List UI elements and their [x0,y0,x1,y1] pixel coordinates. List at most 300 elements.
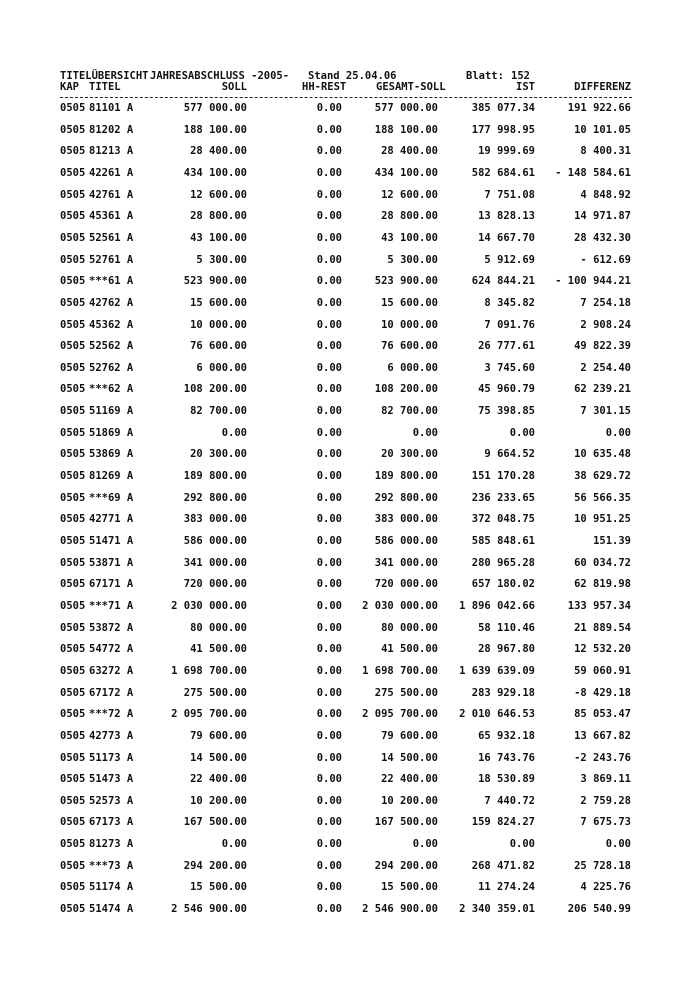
soll-cell: 434 100.00 [183,166,247,179]
ist-cell: 9 664.52 [484,448,535,461]
report-subtitle: JAHRESABSCHLUSS -2005- [150,70,290,82]
hh-rest-cell: 0.00 [316,470,342,483]
soll-cell: 0.00 [221,838,247,851]
kap-cell: 0505 [60,903,86,916]
kap-cell: 0505 [60,578,86,591]
titel-cell: 67172 A [89,686,134,699]
kap-cell: 0505 [60,318,86,331]
kap-cell: 0505 [60,405,86,418]
kap-cell: 0505 [60,708,86,721]
ist-cell: 28 967.80 [478,643,535,656]
titel-cell: 81273 A [89,838,134,851]
ist-cell: 58 110.46 [478,621,535,634]
kap-cell: 0505 [60,340,86,353]
titel-cell: 81202 A [89,123,134,136]
soll-cell: 275 500.00 [183,686,247,699]
differenz-cell: -8 429.18 [574,686,631,699]
gesamt-soll-cell: 10 200.00 [381,794,438,807]
soll-cell: 15 600.00 [190,296,247,309]
hh-rest-cell: 0.00 [316,535,342,547]
soll-cell: 5 300.00 [196,253,247,266]
differenz-cell: - 100 944.21 [555,275,631,288]
differenz-cell: 0.00 [605,838,631,851]
soll-cell: 10 000.00 [190,318,247,331]
gesamt-soll-cell: 1 698 700.00 [362,664,438,677]
table-row [0,144,700,158]
titel-cell: 52562 A [89,340,134,353]
kap-cell: 0505 [60,426,86,439]
differenz-cell: 12 532.20 [574,643,631,656]
ist-cell: 582 684.61 [471,166,535,179]
table-row [0,469,700,483]
hh-rest-cell: 0.00 [316,405,342,418]
soll-cell: 341 000.00 [183,556,247,569]
hh-rest-cell: 0.00 [316,556,342,569]
titel-cell: 63272 A [89,664,134,677]
gesamt-soll-cell: 10 000.00 [381,318,438,331]
table-row [0,859,700,873]
differenz-cell: 14 971.87 [574,210,631,223]
table-row [0,512,700,526]
gesamt-soll-cell: 294 200.00 [374,859,438,872]
soll-cell: 586 000.00 [183,535,247,547]
differenz-cell: 62 239.21 [574,383,631,396]
soll-cell: 12 600.00 [190,188,247,201]
hh-rest-cell: 0.00 [316,708,342,721]
ist-cell: 7 091.76 [484,318,535,331]
ist-cell: 3 745.60 [484,361,535,374]
soll-cell: 0.00 [221,426,247,439]
gesamt-soll-cell: 20 300.00 [381,448,438,461]
soll-cell: 720 000.00 [183,578,247,591]
kap-cell: 0505 [60,881,86,894]
differenz-cell: 28 432.30 [574,231,631,244]
table-row [0,556,700,570]
differenz-cell: - 612.69 [580,253,631,266]
titel-cell: ***61 A [89,275,134,288]
kap-cell: 0505 [60,448,86,461]
titel-cell: 51473 A [89,773,134,786]
differenz-cell: 191 922.66 [567,102,631,114]
hh-rest-cell: 0.00 [316,491,342,504]
titel-cell: ***72 A [89,708,134,721]
gesamt-soll-cell: 5 300.00 [387,253,438,266]
col-header-ist: IST [516,81,535,93]
hh-rest-cell: 0.00 [316,253,342,266]
gesamt-soll-cell: 2 095 700.00 [362,708,438,721]
differenz-cell: 4 225.76 [580,881,631,894]
kap-cell: 0505 [60,838,86,851]
kap-cell: 0505 [60,188,86,201]
kap-cell: 0505 [60,621,86,634]
soll-cell: 20 300.00 [190,448,247,461]
soll-cell: 2 030 000.00 [171,599,247,612]
differenz-cell: 133 957.34 [567,599,631,612]
soll-cell: 294 200.00 [183,859,247,872]
titel-cell: 51173 A [89,751,134,764]
hh-rest-cell: 0.00 [316,643,342,656]
ist-cell: 5 912.69 [484,253,535,266]
col-header-titel: TITEL [89,81,121,93]
gesamt-soll-cell: 76 600.00 [381,340,438,353]
titel-cell: 51169 A [89,405,134,418]
soll-cell: 108 200.00 [183,383,247,396]
ist-cell: 177 998.95 [471,123,535,136]
table-row [0,837,700,851]
ist-cell: 45 960.79 [478,383,535,396]
ist-cell: 8 345.82 [484,296,535,309]
hh-rest-cell: 0.00 [316,123,342,136]
table-row [0,729,700,743]
table-row [0,491,700,505]
kap-cell: 0505 [60,729,86,742]
stand-date: Stand 25.04.06 [308,70,397,82]
differenz-cell: 7 301.15 [580,405,631,418]
differenz-cell: 8 400.31 [580,145,631,158]
table-row [0,382,700,396]
hh-rest-cell: 0.00 [316,729,342,742]
soll-cell: 43 100.00 [190,231,247,244]
table-row [0,123,700,137]
differenz-cell: 10 101.05 [574,123,631,136]
titel-cell: 45361 A [89,210,134,223]
differenz-cell: 49 822.39 [574,340,631,353]
kap-cell: 0505 [60,643,86,656]
differenz-cell: 85 053.47 [574,708,631,721]
ist-cell: 2 010 646.53 [459,708,535,721]
differenz-cell: 3 869.11 [580,773,631,786]
differenz-cell: - 148 584.61 [555,166,631,179]
ist-cell: 268 471.82 [471,859,535,872]
table-row [0,296,700,310]
titel-cell: 52573 A [89,794,134,807]
titel-cell: 53869 A [89,448,134,461]
hh-rest-cell: 0.00 [316,816,342,829]
ist-cell: 7 751.08 [484,188,535,201]
soll-cell: 10 200.00 [190,794,247,807]
ist-cell: 75 398.85 [478,405,535,418]
col-header-gesamt-soll: GESAMT-SOLL [376,81,446,93]
differenz-cell: 38 629.72 [574,470,631,483]
differenz-cell: 10 951.25 [574,513,631,526]
kap-cell: 0505 [60,751,86,764]
col-header-kap: KAP [60,81,79,93]
titel-cell: 53871 A [89,556,134,569]
differenz-cell: 2 908.24 [580,318,631,331]
soll-cell: 22 400.00 [190,773,247,786]
soll-cell: 6 000.00 [196,361,247,374]
soll-cell: 2 095 700.00 [171,708,247,721]
table-row [0,188,700,202]
kap-cell: 0505 [60,296,86,309]
gesamt-soll-cell: 341 000.00 [374,556,438,569]
ist-cell: 0.00 [509,426,535,439]
hh-rest-cell: 0.00 [316,513,342,526]
differenz-cell: 206 540.99 [567,903,631,916]
gesamt-soll-cell: 2 030 000.00 [362,599,438,612]
differenz-cell: 25 728.18 [574,859,631,872]
table-row [0,686,700,700]
gesamt-soll-cell: 434 100.00 [374,166,438,179]
soll-cell: 82 700.00 [190,405,247,418]
hh-rest-cell: 0.00 [316,773,342,786]
gesamt-soll-cell: 383 000.00 [374,513,438,526]
titel-cell: ***69 A [89,491,134,504]
table-row [0,577,700,591]
differenz-cell: 4 848.92 [580,188,631,201]
titel-cell: ***73 A [89,859,134,872]
kap-cell: 0505 [60,470,86,483]
differenz-cell: 13 667.82 [574,729,631,742]
soll-cell: 188 100.00 [183,123,247,136]
gesamt-soll-cell: 80 000.00 [381,621,438,634]
titel-cell: 51869 A [89,426,134,439]
hh-rest-cell: 0.00 [316,340,342,353]
hh-rest-cell: 0.00 [316,426,342,439]
differenz-cell: 21 889.54 [574,621,631,634]
gesamt-soll-cell: 577 000.00 [374,102,438,114]
kap-cell: 0505 [60,383,86,396]
ist-cell: 0.00 [509,838,535,851]
differenz-cell: 10 635.48 [574,448,631,461]
kap-cell: 0505 [60,166,86,179]
gesamt-soll-cell: 523 900.00 [374,275,438,288]
hh-rest-cell: 0.00 [316,621,342,634]
soll-cell: 76 600.00 [190,340,247,353]
titel-cell: 42261 A [89,166,134,179]
differenz-cell: 7 675.73 [580,816,631,829]
soll-cell: 167 500.00 [183,816,247,829]
titel-cell: 81269 A [89,470,134,483]
gesamt-soll-cell: 15 600.00 [381,296,438,309]
ist-cell: 1 896 042.66 [459,599,535,612]
ist-cell: 236 233.65 [471,491,535,504]
ist-cell: 657 180.02 [471,578,535,591]
table-row [0,534,700,548]
soll-cell: 292 800.00 [183,491,247,504]
table-row [0,209,700,223]
titel-cell: 67173 A [89,816,134,829]
ist-cell: 7 440.72 [484,794,535,807]
ist-cell: 11 274.24 [478,881,535,894]
kap-cell: 0505 [60,535,86,547]
ist-cell: 283 929.18 [471,686,535,699]
gesamt-soll-cell: 82 700.00 [381,405,438,418]
col-header-soll: SOLL [221,81,247,93]
soll-cell: 383 000.00 [183,513,247,526]
hh-rest-cell: 0.00 [316,383,342,396]
table-row [0,318,700,332]
gesamt-soll-cell: 14 500.00 [381,751,438,764]
titel-cell: 42771 A [89,513,134,526]
table-row [0,621,700,635]
hh-rest-cell: 0.00 [316,448,342,461]
gesamt-soll-cell: 22 400.00 [381,773,438,786]
hh-rest-cell: 0.00 [316,686,342,699]
table-row [0,880,700,894]
ist-cell: 26 777.61 [478,340,535,353]
soll-cell: 577 000.00 [183,102,247,114]
table-row [0,166,700,180]
kap-cell: 0505 [60,513,86,526]
ist-cell: 159 824.27 [471,816,535,829]
kap-cell: 0505 [60,231,86,244]
ist-cell: 151 170.28 [471,470,535,483]
soll-cell: 523 900.00 [183,275,247,288]
titel-cell: 52762 A [89,361,134,374]
hh-rest-cell: 0.00 [316,102,342,114]
table-row [0,902,700,916]
hh-rest-cell: 0.00 [316,296,342,309]
soll-cell: 1 698 700.00 [171,664,247,677]
ist-cell: 14 667.70 [478,231,535,244]
table-row [0,253,700,267]
gesamt-soll-cell: 0.00 [412,426,438,439]
kap-cell: 0505 [60,102,86,114]
gesamt-soll-cell: 292 800.00 [374,491,438,504]
titel-cell: 67171 A [89,578,134,591]
hh-rest-cell: 0.00 [316,664,342,677]
differenz-cell: 2 759.28 [580,794,631,807]
table-row [0,101,700,115]
soll-cell: 41 500.00 [190,643,247,656]
kap-cell: 0505 [60,773,86,786]
gesamt-soll-cell: 6 000.00 [387,361,438,374]
soll-cell: 28 800.00 [190,210,247,223]
header-divider [60,97,632,98]
gesamt-soll-cell: 2 546 900.00 [362,903,438,916]
kap-cell: 0505 [60,253,86,266]
ist-cell: 65 932.18 [478,729,535,742]
gesamt-soll-cell: 41 500.00 [381,643,438,656]
hh-rest-cell: 0.00 [316,145,342,158]
hh-rest-cell: 0.00 [316,751,342,764]
kap-cell: 0505 [60,686,86,699]
hh-rest-cell: 0.00 [316,903,342,916]
gesamt-soll-cell: 720 000.00 [374,578,438,591]
hh-rest-cell: 0.00 [316,361,342,374]
table-row [0,447,700,461]
gesamt-soll-cell: 275 500.00 [374,686,438,699]
hh-rest-cell: 0.00 [316,838,342,851]
gesamt-soll-cell: 28 400.00 [381,145,438,158]
kap-cell: 0505 [60,361,86,374]
hh-rest-cell: 0.00 [316,318,342,331]
ist-cell: 13 828.13 [478,210,535,223]
table-row [0,794,700,808]
gesamt-soll-cell: 28 800.00 [381,210,438,223]
ist-cell: 19 999.69 [478,145,535,158]
differenz-cell: 60 034.72 [574,556,631,569]
titel-cell: 51471 A [89,535,134,547]
soll-cell: 80 000.00 [190,621,247,634]
kap-cell: 0505 [60,556,86,569]
kap-cell: 0505 [60,599,86,612]
table-row [0,751,700,765]
titel-cell: 42762 A [89,296,134,309]
ist-cell: 1 639 639.09 [459,664,535,677]
kap-cell: 0505 [60,145,86,158]
ist-cell: 624 844.21 [471,275,535,288]
gesamt-soll-cell: 15 500.00 [381,881,438,894]
titel-cell: 81101 A [89,102,134,114]
ist-cell: 2 340 359.01 [459,903,535,916]
hh-rest-cell: 0.00 [316,794,342,807]
kap-cell: 0505 [60,664,86,677]
gesamt-soll-cell: 188 100.00 [374,123,438,136]
blatt-label: Blatt: [466,70,504,82]
kap-cell: 0505 [60,123,86,136]
differenz-cell: 56 566.35 [574,491,631,504]
differenz-cell: 62 819.98 [574,578,631,591]
differenz-cell: 59 060.91 [574,664,631,677]
table-row [0,274,700,288]
table-row [0,339,700,353]
hh-rest-cell: 0.00 [316,599,342,612]
titel-cell: 45362 A [89,318,134,331]
table-row [0,664,700,678]
soll-cell: 2 546 900.00 [171,903,247,916]
kap-cell: 0505 [60,491,86,504]
gesamt-soll-cell: 167 500.00 [374,816,438,829]
table-row [0,361,700,375]
titel-cell: 81213 A [89,145,134,158]
ist-cell: 18 530.89 [478,773,535,786]
hh-rest-cell: 0.00 [316,859,342,872]
table-row [0,404,700,418]
differenz-cell: -2 243.76 [574,751,631,764]
table-row [0,426,700,440]
hh-rest-cell: 0.00 [316,578,342,591]
hh-rest-cell: 0.00 [316,275,342,288]
hh-rest-cell: 0.00 [316,166,342,179]
titel-cell: 52761 A [89,253,134,266]
titel-cell: ***62 A [89,383,134,396]
differenz-cell: 7 254.18 [580,296,631,309]
soll-cell: 28 400.00 [190,145,247,158]
kap-cell: 0505 [60,794,86,807]
gesamt-soll-cell: 189 800.00 [374,470,438,483]
titel-cell: 51174 A [89,881,134,894]
table-row [0,815,700,829]
hh-rest-cell: 0.00 [316,210,342,223]
gesamt-soll-cell: 79 600.00 [381,729,438,742]
ist-cell: 16 743.76 [478,751,535,764]
table-row [0,642,700,656]
hh-rest-cell: 0.00 [316,881,342,894]
table-row [0,707,700,721]
differenz-cell: 2 254.40 [580,361,631,374]
kap-cell: 0505 [60,859,86,872]
titel-cell: 51474 A [89,903,134,916]
titel-cell: 53872 A [89,621,134,634]
gesamt-soll-cell: 12 600.00 [381,188,438,201]
table-row [0,772,700,786]
soll-cell: 15 500.00 [190,881,247,894]
kap-cell: 0505 [60,275,86,288]
gesamt-soll-cell: 586 000.00 [374,535,438,547]
ist-cell: 280 965.28 [471,556,535,569]
col-header-hh-rest: HH-REST [302,81,347,93]
titel-cell: 52561 A [89,231,134,244]
titel-cell: ***71 A [89,599,134,612]
titel-cell: 54772 A [89,643,134,656]
soll-cell: 14 500.00 [190,751,247,764]
kap-cell: 0505 [60,816,86,829]
hh-rest-cell: 0.00 [316,231,342,244]
differenz-cell: 151.39 [593,535,631,547]
soll-cell: 79 600.00 [190,729,247,742]
